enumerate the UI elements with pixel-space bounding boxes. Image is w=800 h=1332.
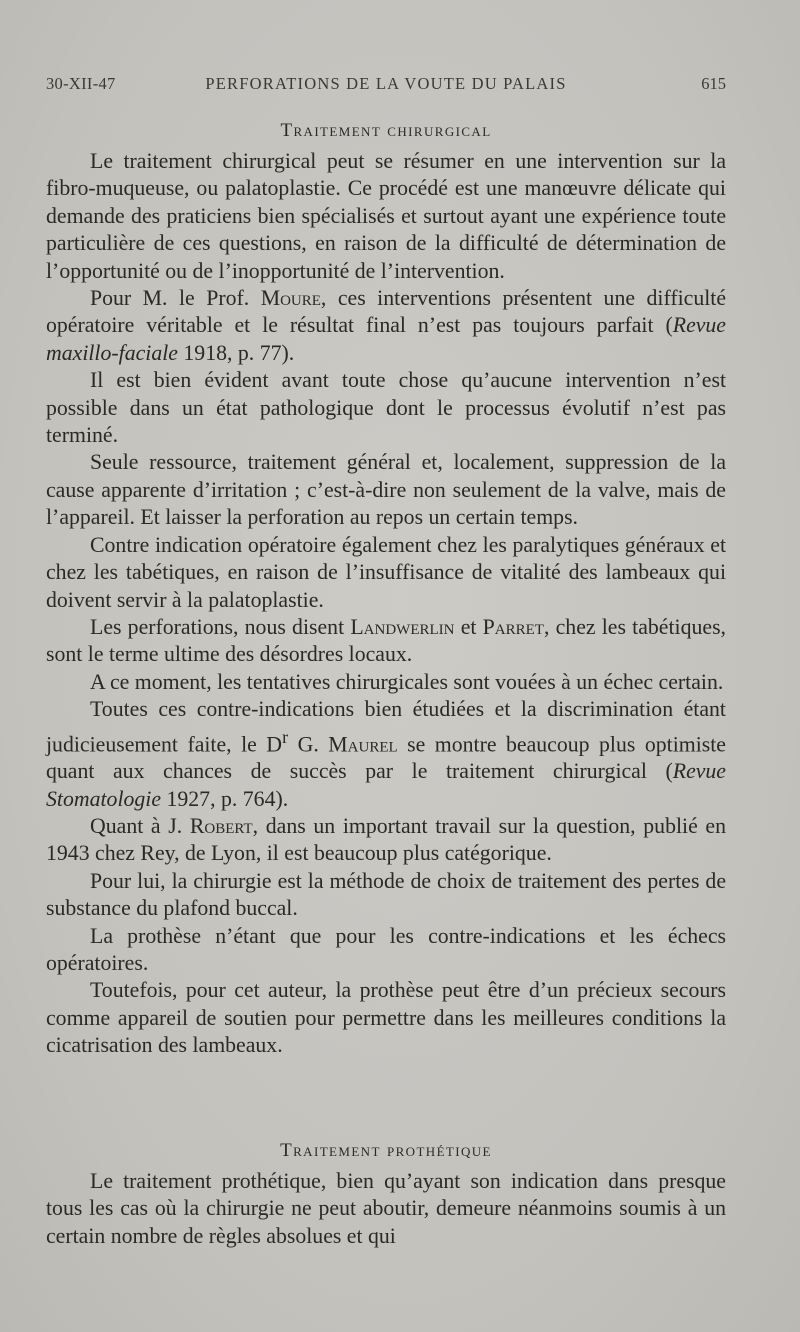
paragraph <box>46 285 726 367</box>
author-name: Moure <box>260 286 321 311</box>
text-run: Quant à J. <box>90 814 190 839</box>
paragraph <box>46 696 726 813</box>
running-head-title: PERFORATIONS DE LA VOUTE DU PALAIS <box>205 74 567 93</box>
text-run: G. <box>288 731 329 756</box>
paragraph: Le traitement prothétique, bien qu’ayant son indication dans presque tous les cas où la chirurgie ne peut aboutir, demeure néanmoins soumis à un certain nombre de règles absolues et qui <box>46 1169 726 1248</box>
text-run: Toutes ces contre-indications bien étudiées et la discrimination étant judicieusement faite, le D <box>46 697 726 756</box>
superscript: r <box>282 726 289 747</box>
page-number: 615 <box>701 74 726 93</box>
running-head <box>46 74 726 98</box>
paragraph: Toutefois, pour cet auteur, la prothèse peut être d’un précieux secours comme appareil de soutien pour permettre dans les meilleures conditions la cicatrisation des lambeaux. <box>46 978 726 1058</box>
citation-title: Revue maxillo-faciale <box>46 313 726 365</box>
paragraph: Contre indication opératoire également chez les paralytiques généraux et chez les tabétiques, en raison de l’insuffisance de vitalité des lambeaux qui doivent servir à la palatoplastie. <box>46 532 726 612</box>
paragraph <box>46 614 726 669</box>
paragraph: La prothèse n’étant que pour les contre-indications et les échecs opératoires. <box>46 923 726 976</box>
text-run: , ces interventions présentent une difficulté opératoire véritable et le résultat final n’est pas toujours parfait ( <box>46 286 726 338</box>
text-run: et <box>454 614 483 639</box>
section-heading-surgical: Traitement chirurgical <box>280 120 492 141</box>
text-run: Pour M. le Prof. <box>90 286 261 311</box>
author-name: Robert <box>189 814 253 839</box>
paragraph <box>46 813 726 868</box>
section-body-surgical <box>46 148 726 1060</box>
author-name: Parret <box>482 614 544 639</box>
paragraph: A ce moment, les tentatives chirurgicales sont vouées à un échec certain. <box>90 669 724 694</box>
author-name: Maurel <box>328 731 398 756</box>
citation-title: Revue Stomatologie <box>46 759 726 811</box>
paragraph: Il est bien évident avant toute chose qu’aucune intervention n’est possible dans un état pathologique dont le processus évolutif n’est pas terminé. <box>46 368 726 448</box>
text-run: Les perforations, nous disent <box>90 614 351 639</box>
text-run: 1927, p. 764). <box>161 786 289 811</box>
paragraph: Pour lui, la chirurgie est la méthode de choix de traitement des pertes de substance du plafond buccal. <box>46 868 726 921</box>
author-name: Landwerlin <box>350 614 455 639</box>
section-heading-prosthetic: Traitement prothétique <box>280 1140 492 1161</box>
paragraph: Seule ressource, traitement général et, localement, suppression de la cause apparente d’irritation ; c’est-à-dire non seulement de la valve, mais de l’appareil. Et laisser la perforation au repos un certain temps. <box>46 450 726 530</box>
text-run: se montre beaucoup plus optimiste quant aux chances de succès par le traitement chirurgical ( <box>46 731 726 784</box>
text-run: , dans un important travail sur la question, publié en 1943 chez Rey, de Lyon, il est beaucoup plus catégorique. <box>46 814 726 866</box>
paragraph: Le traitement chirurgical peut se résumer en une intervention sur la fibro-muqueuse, ou palatoplastie. Ce procédé est une manœuvre délicate qui demande des praticiens bien spécialisés et surtout ayant une expérience toute particulière de ces questions, en raison de la difficulté de détermination de l’opportunité ou de l’inopportunité de l’intervention. <box>46 149 726 283</box>
section-body-prosthetic <box>46 1168 726 1250</box>
running-head-date: 30-XII-47 <box>46 74 116 93</box>
text-run: , chez les tabétiques, sont le terme ultime des désordres locaux. <box>46 614 726 667</box>
text-run: 1918, p. 77). <box>177 340 295 365</box>
